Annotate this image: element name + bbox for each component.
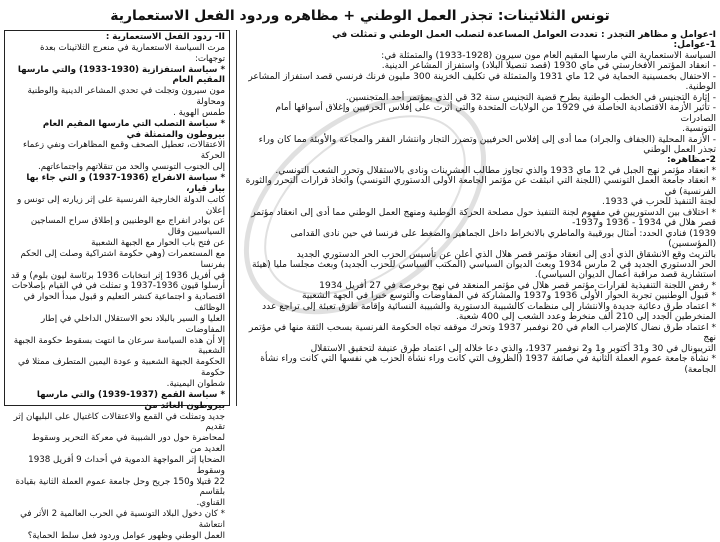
- left-text-line: الحكومة الجبهة الشعبية و عودة اليمين المتطرف ممثلا في حكومة: [18, 357, 225, 379]
- right-text-line: 1-عوامل:: [673, 40, 716, 51]
- right-text-line: * اختلاف بين الدستوريين في مفهوم لجنة التنفيذ حول مصلحة الحركة الوطنية ومنهج العمل الوطني مما أدى إلى انعقاد مؤتمر قصر هلال في 1934 - 1936 و1937-: [251, 207, 716, 229]
- right-text-line: لجنة التنفيذ للحزب في 1933.: [602, 197, 716, 208]
- left-text-line: إلا أن هذه السياسة سرعان ما انتهت بسقوط حكومة الجبهة الشعبية: [13, 335, 225, 357]
- left-text-line: العمل الوطني وظهور عوامل وردود فعل سلط الحماية؟: [27, 530, 225, 541]
- left-text-line: مرت السياسة الاستعمارية في منعرج الثلاثينات بعدة توجهات:: [40, 42, 225, 64]
- right-text-line: 2-مظاهره:: [667, 155, 716, 166]
- right-text-line: I-عوامل و مظاهر التجذر : تعددت العوامل المساعدة لتصلب العمل الوطني و تمثلت في: [332, 30, 716, 40]
- right-text-line: المنخرطين الجدد إلى 210 ألف منخرط وعدد الشعب إلى 400 شعبة.: [456, 312, 716, 323]
- left-text-line: II- ردود الفعل الاستعمارية :: [105, 32, 225, 42]
- right-text-line: * قبول الوطنيين تجربة الحوار الأولى 1936 و1937 والمشاركة في المفاوضات والتوسع خبرا في الجهة الشعبية: [301, 291, 716, 302]
- left-text-line: الاعتقالات، تعطيل الصحف وقمع المظاهرات ونفي زعماء الحركة: [22, 140, 225, 162]
- column-divider: [236, 30, 237, 406]
- left-text-line: الضحايا إثر المواجهة الدموية في أحداث 9 أفريل 1938 وسقوط: [28, 454, 225, 476]
- left-text-line: جديد وتمثلت في القمع والاعتقالات كاغتيال على البليهان إثر تقديم: [13, 411, 225, 433]
- causes-and-manifestations-column: [242, 30, 716, 406]
- left-text-line: إلى الجنوب التونسي والحد من تنقلاتهم واجتماعاتهم.: [38, 162, 225, 173]
- left-text-line: مون سيرون وتجلت في تحدي المشاعر الدينية والوطنية ومحاولة: [27, 86, 225, 108]
- right-text-line: - الاحتفال بخمسينية الحماية في 12 ماي 1931 والمتمثلة في تكليف الخزينة 300 مليون فرنك فرنسي قصد استفزاز المشاعر: [248, 71, 716, 82]
- right-text-line: * اعتماد طرق نضال كالإضراب العام في 20 نوفمبر 1937 وتحرك موقفه تجاه الحكومة الفرنسية بسحب الثقة منها في مؤتمر نهج: [248, 322, 716, 344]
- left-text-line: * سياسة القمع (1937-1939) والتي مارسها بيروطون العائد من: [36, 389, 225, 411]
- left-text-line: في أفريل 1936 إثر انتخابات 1936 برئاسة ليون بلوم) و قد: [11, 270, 225, 281]
- left-text-line: * سياسة الانفراج (1936-1937) و التي جاء بها بيار قيار،: [26, 172, 225, 194]
- right-text-line: 1939) فنادي الحدد: أمثال بورقيبة والماطري بالانخراط داخل الجماهير والضغط على فرنسا في حين نادى القدامى (المؤسسين): [290, 228, 716, 250]
- left-text-line: مع المستعمرات (وهي حكومة اشتراكية وصلت إلى الحكم بفرنسا: [20, 248, 225, 270]
- left-text-line: شطوان اليمينية.: [166, 379, 225, 389]
- right-text-line: * نشأة جامعة عموم العملة الثانية في صائفة 1937 (الظروف التي كانت وراء نشأة الحزب هي نفسها التي كانت وراء نشأة: [260, 354, 716, 365]
- right-text-line: التونسية.: [682, 124, 716, 135]
- right-text-line: - انعقاد المؤتمر الأفخارستي في ماي 1930 (قصد تنصيلا البلاد) واستفزاز المشاعر الدينية.: [381, 61, 716, 72]
- left-text-line: كاتب الدولة الخارجية الفرنسية على إثر زيارته إلى تونس و إعلان: [17, 194, 225, 216]
- left-text-line: القناوي.: [196, 498, 225, 509]
- right-text-line: * اعتماد طرق دعائية جديدة والانتشار إلى منظمات كالشبيبة الدستورية والشبيبة النسائية وإقامة طرق تعبئة إلى تراجع عدد: [262, 301, 716, 312]
- left-text-line: * سياسة التصلب التي مارسها المقيم العام بيروطون والمتمثلة في: [42, 118, 225, 140]
- right-text-line: استشارية قصد مراقبة أعمال الديوان السياسي).: [534, 270, 716, 281]
- right-text-line: بالتريث وقع الانشقاق الذي أدى إلى انعقاد مؤتمر قصر هلال الذي أعلن عن تأسيس الحزب الحر الدستوري الجديد: [296, 249, 716, 260]
- left-text-line: العليا و السير بالبلاد نحو الاستقلال الداخلي في إطار المفاوضات: [40, 313, 225, 335]
- right-text-line: الجامعة): [684, 364, 716, 375]
- left-text-line: * سياسة استفزازية (1930-1933) والتي مارسها المقيم العام: [17, 64, 225, 86]
- right-text-line: - إثارة التجنيس في الخطب الوطنية بطرح قضية التجنيس سنة 32 قي الذي بمؤتمر أحد المتجنسين.: [345, 92, 716, 103]
- left-text-line: عن فتح باب الحوار مع الجبهة الشعبية: [91, 238, 225, 249]
- left-text-line: * كان دخول البلاد التونسية في الحرب العالمية 2 الأثر في انتعاشة: [20, 509, 225, 530]
- right-text-line: تجذر العمل الوطني: [643, 144, 716, 155]
- right-text-line: السياسة الاستعمارية التي مارسها المقيم العام مون سيرون (1928-1933) والمتمثلة في:: [381, 50, 716, 61]
- left-text-line: لمحاضرة حول دور الشبيبة في معركة التحرير وسقوط العديد من: [31, 433, 225, 455]
- left-text-line: طمس الهوية .: [173, 107, 225, 118]
- page-title: تونس الثلاثينات: تجذر العمل الوطني + مظاهره وردود الفعل الاستعمارية: [110, 8, 610, 24]
- left-text-line: اقتصادية و اجتماعية كنشر التعليم و قبول مبدأ الحوار في الوظائف: [23, 292, 225, 314]
- right-text-line: - تأثير الأزمة الاقتصادية الحاصلة في 1929 من الولايات المتحدة والتي أثرت على إفلاس الحرفيين وإغلاق أسواقها أمام الصادرات: [275, 103, 716, 124]
- left-text-line: أرسلوا قيون 1936-1937 و تمثلت في في القيام بإصلاحات: [11, 281, 225, 292]
- left-text-line: 22 قتيلا و150 جريح وحل جامعة عموم العملة الثانية بقيادة بلقاسم: [15, 476, 225, 498]
- right-text-line: * انعقاد جامعة العمل التونسي (اللجنة التي انبثقت عن مؤتمر الجامعة الأولى الدستوري التونسي) واتخاذ قرارات التحرر والثورة الفرنسية) في: [245, 176, 716, 197]
- right-text-line: الوطنية.: [685, 82, 716, 93]
- left-text-line: عن بوادر انفراج مع الوطنيين و إطلاق سراح المساجين السياسيين وقال: [30, 216, 225, 238]
- right-text-line: * رفض اللجنة التنفيذية لقرارات مؤتمر قصر هلال في مؤتمر المنعقد في نهج بوخرصة في 27 أفريل 1934: [319, 280, 716, 291]
- right-text-line: * انعقاد مؤتمر نهج الجبل في 12 ماي 1933 والذي تجاوز مطالب العشرينات ونادى بالاستقلال وتحرر الشعب التونسي.: [275, 165, 716, 176]
- right-text-line: التريبونال في 30 و31 أكتوبر و1 و2 نوفمبر 1937، والذي دعا خلاله إلى اعتماد طرق عنيفة لتحقيق الاستقلال: [310, 343, 716, 354]
- right-text-line: - الأزمة المحلية (الجفاف والجراد) مما أدى إلى إفلاس الحرفيين وتضرر التجار وانتشار الفقر والمجاعة والأوبئة مما كان وراء: [258, 134, 716, 145]
- right-text-line: الحر الدستوري الجديد في 2 مارس 1934 وبعث الديوان السياسي (المكتب السياسي للحزب الجديد) وبعث مجلسا مليا (هيئة: [251, 259, 716, 270]
- colonial-reactions-column: [4, 30, 230, 541]
